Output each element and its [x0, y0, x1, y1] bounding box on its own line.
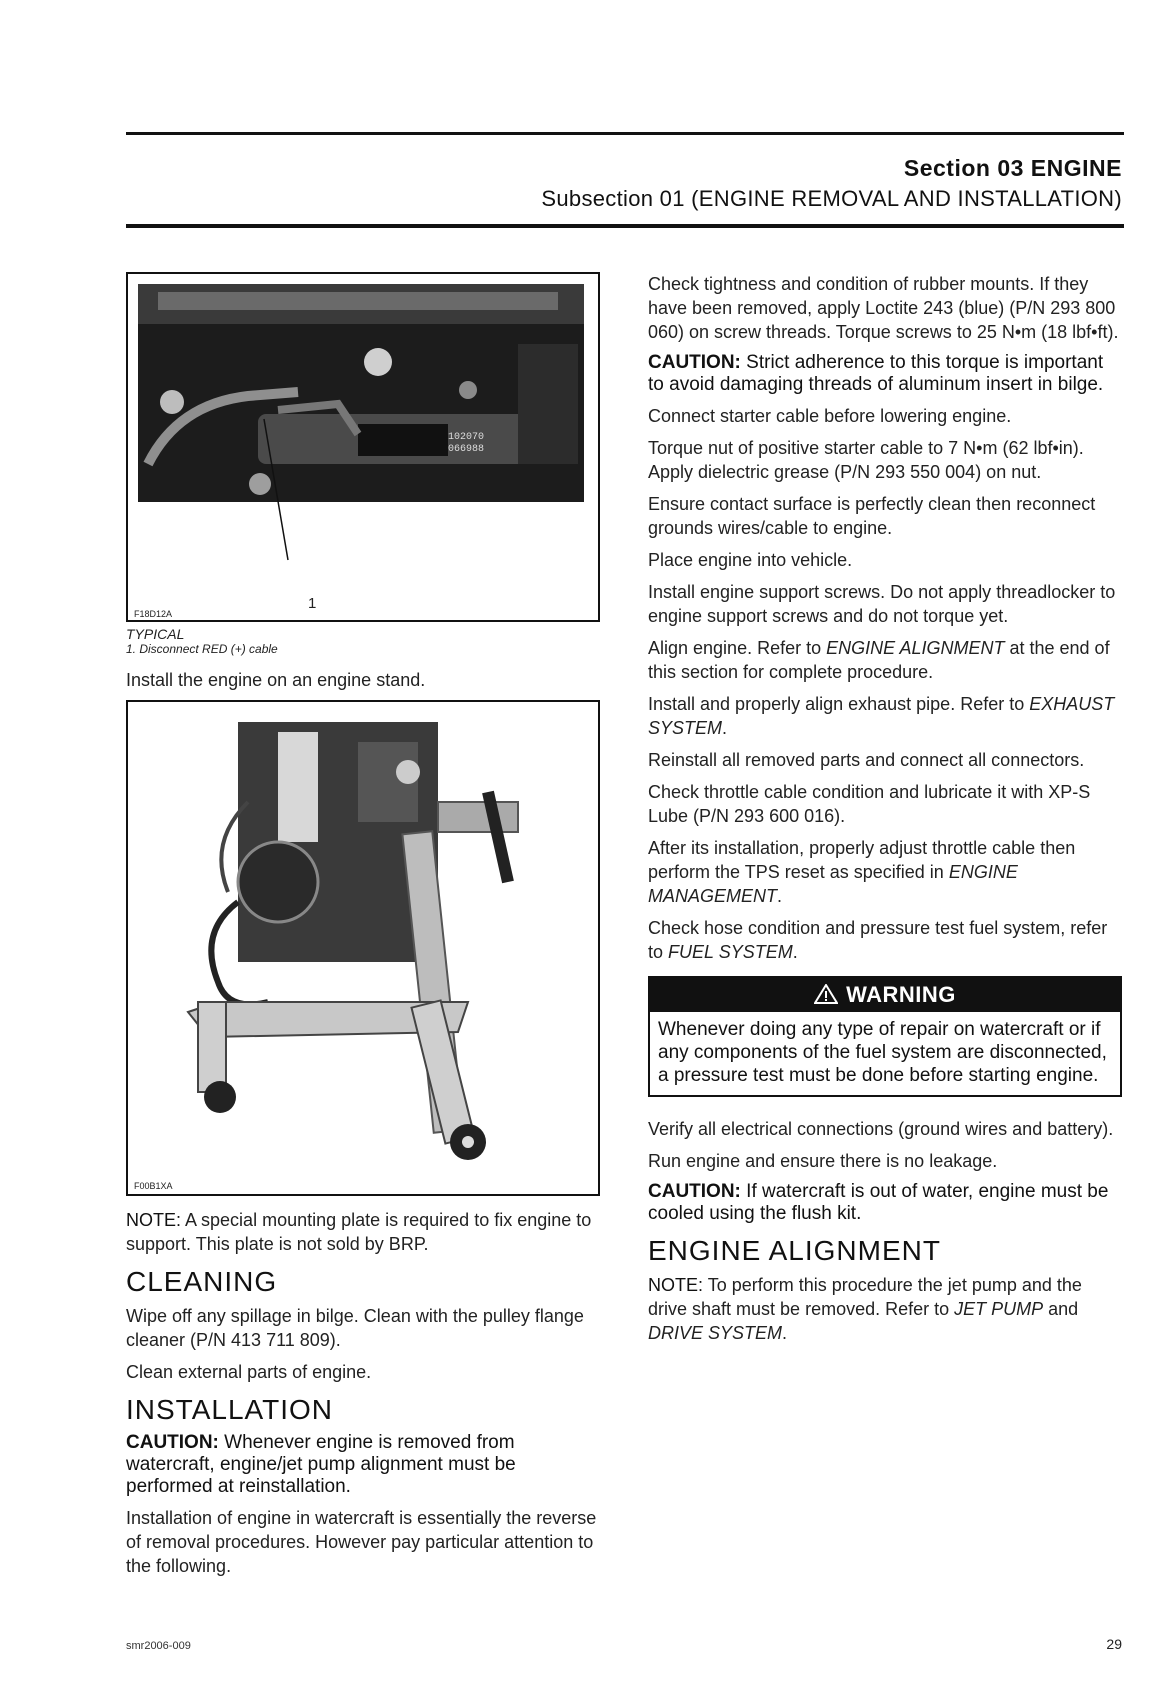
caution-text: If watercraft is out of water, engine must be cooled using the flush kit.	[648, 1181, 1109, 1224]
header-bottom-rule	[126, 224, 1124, 228]
caution-label: CAUTION:	[126, 1432, 219, 1453]
xref-engine-management: ENGINE MANAGEMENT	[648, 862, 1018, 906]
warning-text: Whenever doing any type of repair on watercraft or if any components of the fuel system are disconnected, a pressure test must be done before starting engine.	[658, 1019, 1107, 1086]
warning-header	[650, 978, 1120, 1012]
caution-label: CAUTION:	[648, 352, 741, 373]
figure-code: F18D12A	[134, 609, 173, 619]
xref-drive-system: DRIVE SYSTEM	[648, 1323, 783, 1343]
figure-starter-cable	[126, 272, 600, 622]
warning-title: WARNING	[846, 982, 956, 1007]
right-column	[648, 272, 1122, 1353]
document-code: smr2006-009	[126, 1640, 191, 1652]
caution-text: Strict adherence to this torque is important to avoid damaging threads of aluminum insert in bilge.	[648, 352, 1104, 395]
fuel-hose-text	[648, 916, 1122, 964]
text-part: .	[722, 718, 728, 738]
figure-caption-title: TYPICAL	[126, 626, 185, 642]
text-part: After its installation, properly adjust throttle cable then perform the TPS reset as specified in	[648, 838, 1076, 882]
figure-engine-stand	[126, 700, 600, 1196]
engine-on-stand-illustration	[128, 702, 598, 1194]
xref-exhaust-system: EXHAUST SYSTEM	[648, 694, 1115, 738]
torque-nut-text: Torque nut of positive starter cable to 7 N•m (62 lbf•in). Apply dielectric grease (P/N 293 550 004) on nut.	[648, 438, 1084, 482]
text-part: To perform this procedure the jet pump and the drive shaft must be removed. Refer to	[648, 1275, 1082, 1319]
cleaning-heading: CLEANING	[126, 1266, 278, 1297]
install-stand-text: Install the engine on an engine stand.	[126, 670, 426, 690]
installation-heading: INSTALLATION	[126, 1394, 334, 1425]
cleaning-text-2: Clean external parts of engine.	[126, 1362, 372, 1382]
caution-label: CAUTION:	[648, 1181, 741, 1202]
figure-caption-item: 1. Disconnect RED (+) cable	[126, 642, 278, 656]
text-part: Align engine. Refer to	[648, 638, 827, 658]
photo-label-text: 102070 066988	[448, 432, 485, 455]
engine-alignment-heading: ENGINE ALIGNMENT	[648, 1235, 941, 1266]
tps-reset-text	[648, 836, 1122, 908]
warning-triangle-icon	[814, 984, 838, 1004]
flush-kit-caution	[648, 1181, 1122, 1225]
header-top-rule	[126, 132, 1124, 135]
xref-engine-alignment: ENGINE ALIGNMENT	[826, 638, 1005, 658]
figure-code: F00B1XA	[134, 1181, 173, 1191]
note-mounting-plate	[126, 1208, 600, 1256]
left-column	[126, 272, 600, 1586]
run-engine-text: Run engine and ensure there is no leakage.	[648, 1151, 998, 1171]
rubber-mounts-text: Check tightness and condition of rubber mounts. If they have been removed, apply Loctite 243 (blue) (P/N 293 800 060) on screw threads. Torque screws to 25 N•m (18 lbf•ft).	[648, 274, 1119, 342]
text-part: .	[792, 942, 798, 962]
starter-cable-text: Connect starter cable before lowering engine.	[648, 406, 1012, 426]
alignment-note	[648, 1273, 1122, 1345]
text-part: .	[782, 1323, 788, 1343]
installation-caution	[126, 1432, 600, 1498]
engine-cable-photo-art	[138, 284, 584, 502]
note-text: A special mounting plate is required to fix engine to support. This plate is not sold by BRP.	[126, 1210, 592, 1254]
note-label: NOTE:	[126, 1210, 182, 1230]
reinstall-parts-text: Reinstall all removed parts and connect all connectors.	[648, 750, 1085, 770]
torque-caution	[648, 352, 1122, 396]
throttle-cable-text: Check throttle cable condition and lubricate it with XP-S Lube (P/N 293 600 016).	[648, 782, 1091, 826]
contact-surface-text: Ensure contact surface is perfectly clean then reconnect grounds wires/cable to engine.	[648, 494, 1096, 538]
installation-text: Installation of engine in watercraft is essentially the reverse of removal procedures. However pay particular attention to the following.	[126, 1508, 597, 1576]
text-part: Install and properly align exhaust pipe. Refer to	[648, 694, 1030, 714]
xref-jet-pump: JET PUMP	[954, 1299, 1044, 1319]
electrical-connections-text: Verify all electrical connections (ground wires and battery).	[648, 1119, 1114, 1139]
cleaning-text-1: Wipe off any spillage in bilge. Clean with the pulley flange cleaner (P/N 413 711 809).	[126, 1306, 584, 1350]
xref-fuel-system: FUEL SYSTEM	[668, 942, 793, 962]
engine-cable-photo	[138, 284, 584, 502]
warning-box	[648, 976, 1122, 1097]
exhaust-pipe-text	[648, 692, 1122, 740]
page-number: 29	[1106, 1636, 1122, 1652]
caution-text: Whenever engine is removed from watercraft, engine/jet pump alignment must be performed at reinstallation.	[126, 1432, 516, 1497]
align-engine-text	[648, 636, 1122, 684]
text-part: .	[777, 886, 783, 906]
section-title: Section 03 ENGINE	[903, 155, 1122, 181]
support-screws-text: Install engine support screws. Do not apply threadlocker to engine support screws and do not torque yet.	[648, 582, 1116, 626]
text-part: and	[1043, 1299, 1079, 1319]
place-engine-text: Place engine into vehicle.	[648, 550, 853, 570]
subsection-title: Subsection 01 (ENGINE REMOVAL AND INSTALLATION)	[541, 186, 1122, 211]
callout-number: 1	[308, 595, 317, 612]
text-part: at the end of this section for complete procedure.	[648, 638, 1110, 682]
text-part: Check hose condition and pressure test fuel system, refer to	[648, 918, 1108, 962]
note-label: NOTE:	[648, 1275, 704, 1295]
